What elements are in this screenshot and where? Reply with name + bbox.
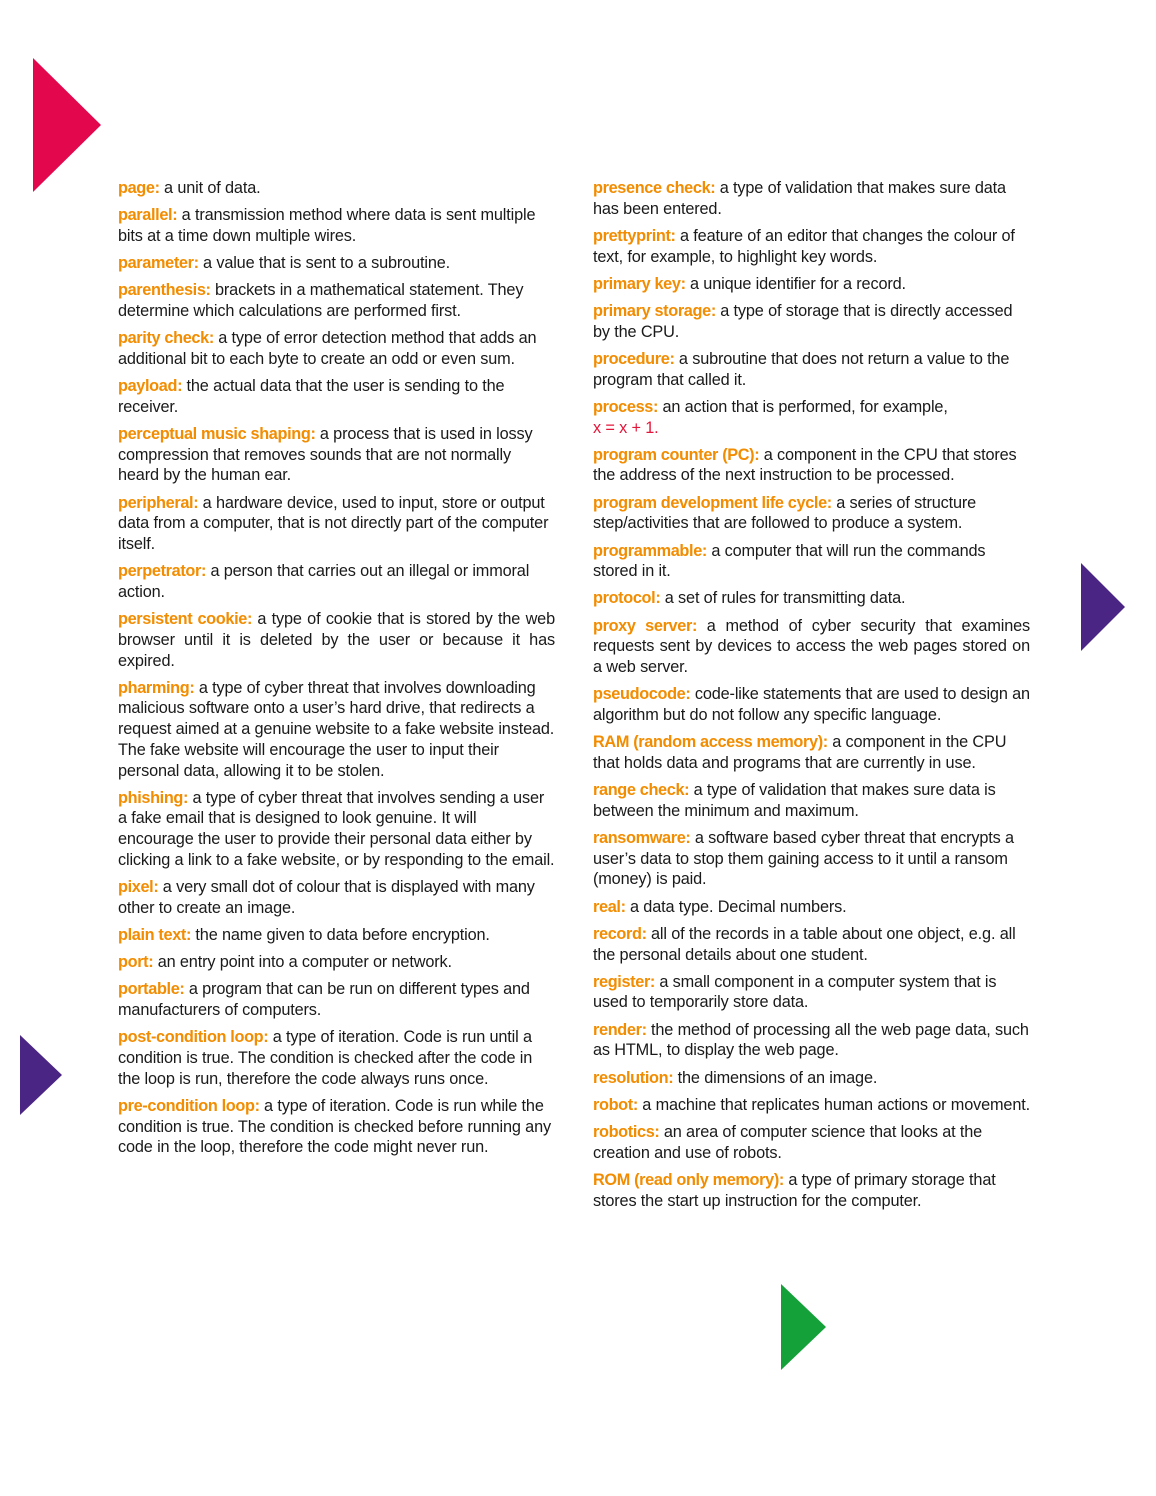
glossary-entry xyxy=(118,424,555,486)
purple-arrow-left-icon xyxy=(20,1035,62,1115)
glossary-term: payload: xyxy=(118,377,183,396)
glossary-term: real: xyxy=(593,897,626,916)
glossary-entry xyxy=(593,1122,1030,1163)
glossary-entry xyxy=(118,609,555,671)
glossary-right-column xyxy=(593,178,1030,1218)
glossary-entry xyxy=(593,924,1030,965)
glossary-term: parenthesis: xyxy=(118,281,211,300)
glossary-term: pharming: xyxy=(118,678,195,697)
glossary-entry xyxy=(593,178,1030,219)
glossary-definition: a value that is sent to a subroutine. xyxy=(198,254,451,273)
glossary-definition: an area of computer science that looks at the creation and use of robots. xyxy=(593,1122,983,1162)
glossary-definition: the method of processing all the web page data, such as HTML, to display the web page. xyxy=(593,1020,1029,1060)
purple-arrow-right-icon xyxy=(1081,563,1125,651)
glossary-definition: an action that is performed, for example, xyxy=(658,397,948,416)
glossary-entry xyxy=(593,226,1030,267)
glossary-entry xyxy=(593,1020,1030,1061)
glossary-term: ransomware: xyxy=(593,828,691,847)
glossary-term: plain text: xyxy=(118,926,192,944)
glossary-term: procedure: xyxy=(593,349,675,368)
glossary-term: resolution: xyxy=(593,1068,674,1087)
glossary-definition: code-like statements that are used to design an algorithm but do not follow any specific language. xyxy=(593,685,1030,724)
glossary-definition: the dimensions of an image. xyxy=(673,1068,878,1087)
glossary-definition: a computer that will run the commands stored in it. xyxy=(593,541,986,581)
glossary-entry xyxy=(593,397,1030,438)
glossary-entry xyxy=(593,493,1030,534)
glossary-term: peripheral: xyxy=(118,493,199,512)
glossary-term: primary storage: xyxy=(593,302,716,321)
glossary-entry xyxy=(593,897,1030,918)
glossary-definition: a unique identifier for a record. xyxy=(685,274,906,293)
pink-arrow-icon xyxy=(33,58,101,192)
glossary-term: parity check: xyxy=(118,329,214,348)
glossary-definition: a component in the CPU that stores the address of the next instruction to be processed. xyxy=(593,445,1017,485)
glossary-definition: the actual data that the user is sending to the receiver. xyxy=(118,377,505,416)
glossary-entry xyxy=(118,979,555,1020)
glossary-term: record: xyxy=(593,924,647,943)
glossary-left-column xyxy=(118,178,555,1165)
glossary-entry xyxy=(593,274,1030,295)
glossary-entry xyxy=(118,328,555,369)
glossary-entry xyxy=(118,952,555,973)
glossary-entry xyxy=(593,828,1030,890)
glossary-term: RAM (random access memory): xyxy=(593,733,828,752)
glossary-entry xyxy=(118,178,555,199)
glossary-term: range check: xyxy=(593,781,690,800)
glossary-term: pixel: xyxy=(118,878,159,897)
glossary-term: protocol: xyxy=(593,589,661,608)
glossary-entry xyxy=(593,684,1030,725)
glossary-definition: a type of primary storage that stores the start up instruction for the computer. xyxy=(593,1170,996,1210)
glossary-definition: a type of storage that is directly accessed by the CPU. xyxy=(593,302,1013,341)
glossary-term: phishing: xyxy=(118,788,189,807)
glossary-definition: a type of cyber threat that involves sending a user a fake email that is designed to look genuine. It will encourage the user to provide their personal data either by clicking a link to a fake website, or by responding to the email. xyxy=(118,788,555,869)
glossary-term: robot: xyxy=(593,1095,638,1114)
glossary-definition: a component in the CPU that holds data and programs that are currently in use. xyxy=(593,733,1007,772)
glossary-term: prettyprint: xyxy=(593,226,676,245)
glossary-definition: a series of structure step/activities that are followed to produce a system. xyxy=(593,493,977,533)
glossary-entry xyxy=(593,972,1030,1013)
glossary-definition: a type of iteration. Code is run until a condition is true. The condition is checked after the code in the loop is run, therefore the code always runs once. xyxy=(118,1028,533,1088)
glossary-term: robotics: xyxy=(593,1122,660,1141)
glossary-term: programmable: xyxy=(593,541,707,560)
glossary-term: proxy server: xyxy=(593,616,698,635)
glossary-term: process: xyxy=(593,397,659,416)
glossary-entry xyxy=(118,253,555,274)
glossary-entry xyxy=(593,1068,1030,1089)
glossary-entry xyxy=(593,1095,1030,1116)
glossary-entry xyxy=(593,541,1030,582)
glossary-term: render: xyxy=(593,1020,647,1039)
glossary-definition: a method of cyber security that examines requests sent by devices to access the web pages stored on a web server. xyxy=(593,616,1031,677)
glossary-entry xyxy=(593,732,1030,773)
glossary-term: post-condition loop: xyxy=(118,1028,269,1047)
glossary-definition: a small component in a computer system that is used to temporarily store data. xyxy=(593,972,997,1012)
glossary-term: port: xyxy=(118,953,154,972)
glossary-definition: a type of validation that makes sure data is between the minimum and maximum. xyxy=(593,781,996,820)
glossary-definition: a very small dot of colour that is displayed with many other to create an image. xyxy=(118,878,535,917)
glossary-entry xyxy=(118,205,555,246)
glossary-term: program counter (PC): xyxy=(593,445,760,464)
glossary-definition: a unit of data. xyxy=(159,179,261,197)
glossary-definition: a machine that replicates human actions or movement. xyxy=(637,1095,1030,1114)
glossary-term: pre-condition loop: xyxy=(118,1096,260,1115)
glossary-definition: the name given to data before encryption. xyxy=(191,926,490,944)
glossary-term: perpetrator: xyxy=(118,562,207,581)
code-example: x = x + 1 xyxy=(593,418,655,437)
glossary-term: program development life cycle: xyxy=(593,493,832,512)
glossary-entry xyxy=(118,678,555,782)
glossary-term: portable: xyxy=(118,980,185,999)
glossary-entry xyxy=(593,349,1030,390)
glossary-term: perceptual music shaping: xyxy=(118,425,316,444)
green-arrow-icon xyxy=(781,1284,826,1370)
glossary-definition: a software based cyber threat that encrypts a user’s data to stop them gaining access to it until a ransom (money) is paid. xyxy=(593,828,1014,889)
glossary-definition: a type of cookie that is stored by the web browser until it is deleted by the user or because it has expired. xyxy=(118,610,555,670)
glossary-entry xyxy=(593,301,1030,342)
glossary-definition: brackets in a mathematical statement. They determine which calculations are performed first. xyxy=(118,281,524,321)
glossary-entry xyxy=(593,445,1030,486)
glossary-term: ROM (read only memory): xyxy=(593,1170,784,1189)
glossary-entry xyxy=(118,1096,555,1158)
glossary-term: pseudocode: xyxy=(593,685,691,704)
glossary-definition: a type of iteration. Code is run while the condition is true. The condition is checked before running any code in the loop, therefore the code might never run. xyxy=(118,1096,551,1157)
glossary-entry xyxy=(118,493,555,555)
glossary-entry xyxy=(118,877,555,918)
glossary-definition: a subroutine that does not return a value to the program that called it. xyxy=(593,349,1010,389)
glossary-definition: a type of validation that makes sure data has been entered. xyxy=(593,179,1006,218)
glossary-term: register: xyxy=(593,972,655,991)
glossary-definition: a type of error detection method that adds an additional bit to each byte to create an odd or even sum. xyxy=(118,329,537,368)
glossary-definition: a process that is used in lossy compression that removes sounds that are not normally heard by the human ear. xyxy=(118,425,533,485)
glossary-entry xyxy=(118,561,555,602)
glossary-term: presence check: xyxy=(593,179,716,197)
glossary-definition: a person that carries out an illegal or immoral action. xyxy=(118,562,530,601)
glossary-definition: a transmission method where data is sent multiple bits at a time down multiple wires. xyxy=(118,206,536,245)
code-example: . xyxy=(654,418,659,437)
glossary-entry xyxy=(118,925,555,946)
glossary-term: parameter: xyxy=(118,254,199,273)
glossary-definition: a type of cyber threat that involves downloading malicious software onto a user’s hard drive, that redirects a request aimed at a genuine website to a fake website instead. The fake website will encourage the user to input their personal data, allowing it to be stolen. xyxy=(118,678,555,780)
glossary-term: parallel: xyxy=(118,206,178,225)
glossary-entry xyxy=(118,1027,555,1089)
glossary-definition: a feature of an editor that changes the colour of text, for example, to highlight key words. xyxy=(593,226,1015,266)
glossary-definition: a program that can be run on different types and manufacturers of computers. xyxy=(118,980,530,1020)
glossary-entry xyxy=(593,588,1030,609)
glossary-entry xyxy=(118,788,555,871)
glossary-term: page: xyxy=(118,179,160,197)
glossary-term: primary key: xyxy=(593,274,686,293)
glossary-definition: a hardware device, used to input, store or output data from a computer, that is not directly part of the computer itself. xyxy=(118,493,549,554)
glossary-definition: a data type. Decimal numbers. xyxy=(625,897,847,916)
glossary-entry xyxy=(593,1170,1030,1211)
glossary-entry xyxy=(593,780,1030,821)
glossary-term: persistent cookie: xyxy=(118,610,253,629)
glossary-entry xyxy=(593,616,1030,678)
glossary-entry xyxy=(118,376,555,417)
glossary-definition: an entry point into a computer or network. xyxy=(153,953,452,972)
glossary-entry xyxy=(118,280,555,321)
glossary-definition: all of the records in a table about one object, e.g. all the personal details about one student. xyxy=(593,924,1016,964)
glossary-definition: a set of rules for transmitting data. xyxy=(660,589,906,608)
